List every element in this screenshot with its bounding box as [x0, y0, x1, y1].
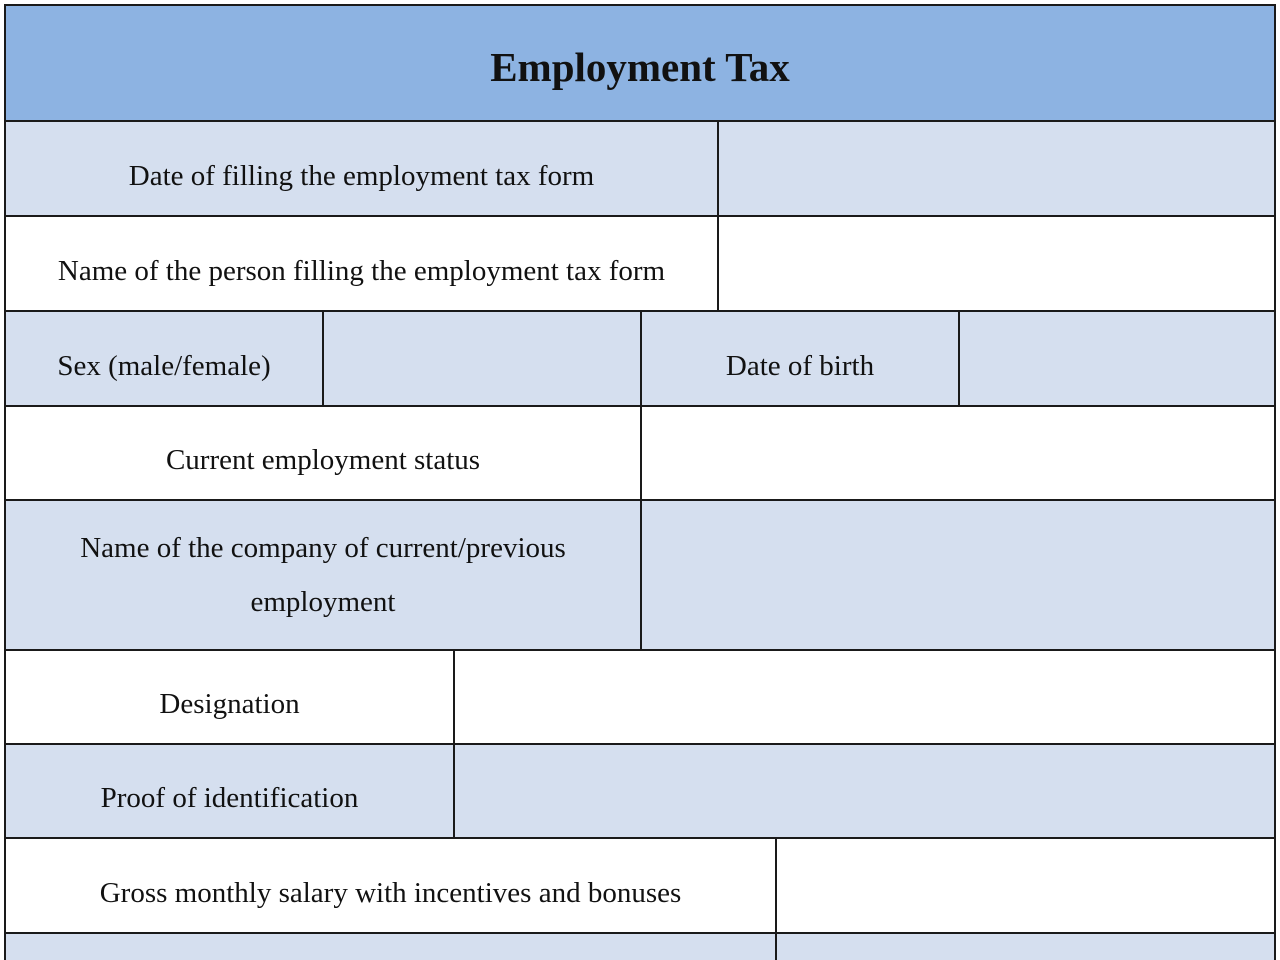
row-name-of-person	[6, 217, 1274, 312]
gross-monthly-salary-field[interactable]	[777, 839, 1274, 932]
date-of-filling-label: Date of filling the employment tax form	[6, 122, 719, 215]
row-sex-dob	[6, 312, 1274, 407]
designation-label: Designation	[6, 651, 455, 743]
form-header	[6, 6, 1274, 122]
row-designation	[6, 651, 1274, 745]
row-current-employment-status	[6, 407, 1274, 501]
row-company-name	[6, 501, 1274, 651]
next-row-label-cell	[6, 934, 777, 960]
designation-field[interactable]	[455, 651, 1274, 743]
row-gross-monthly-salary	[6, 839, 1274, 934]
sex-label: Sex (male/female)	[6, 312, 324, 405]
sex-field[interactable]	[324, 312, 642, 405]
name-of-person-label: Name of the person filling the employment tax form	[6, 217, 719, 310]
date-of-birth-label: Date of birth	[642, 312, 960, 405]
row-next-partial	[6, 934, 1274, 960]
proof-of-identification-field[interactable]	[455, 745, 1274, 837]
company-name-field[interactable]	[642, 501, 1274, 649]
company-name-label: Name of the company of current/previous employment	[6, 501, 642, 649]
next-row-field[interactable]	[777, 934, 1274, 960]
row-proof-of-identification	[6, 745, 1274, 839]
current-employment-status-field[interactable]	[642, 407, 1274, 499]
date-of-filling-field[interactable]	[719, 122, 1274, 215]
proof-of-identification-label: Proof of identification	[6, 745, 455, 837]
date-of-birth-field[interactable]	[960, 312, 1274, 405]
row-date-of-filling	[6, 122, 1274, 217]
form-title: Employment Tax	[490, 44, 790, 90]
gross-monthly-salary-label: Gross monthly salary with incentives and bonuses	[6, 839, 777, 932]
employment-tax-form	[4, 4, 1276, 960]
name-of-person-field[interactable]	[719, 217, 1274, 310]
current-employment-status-label: Current employment status	[6, 407, 642, 499]
